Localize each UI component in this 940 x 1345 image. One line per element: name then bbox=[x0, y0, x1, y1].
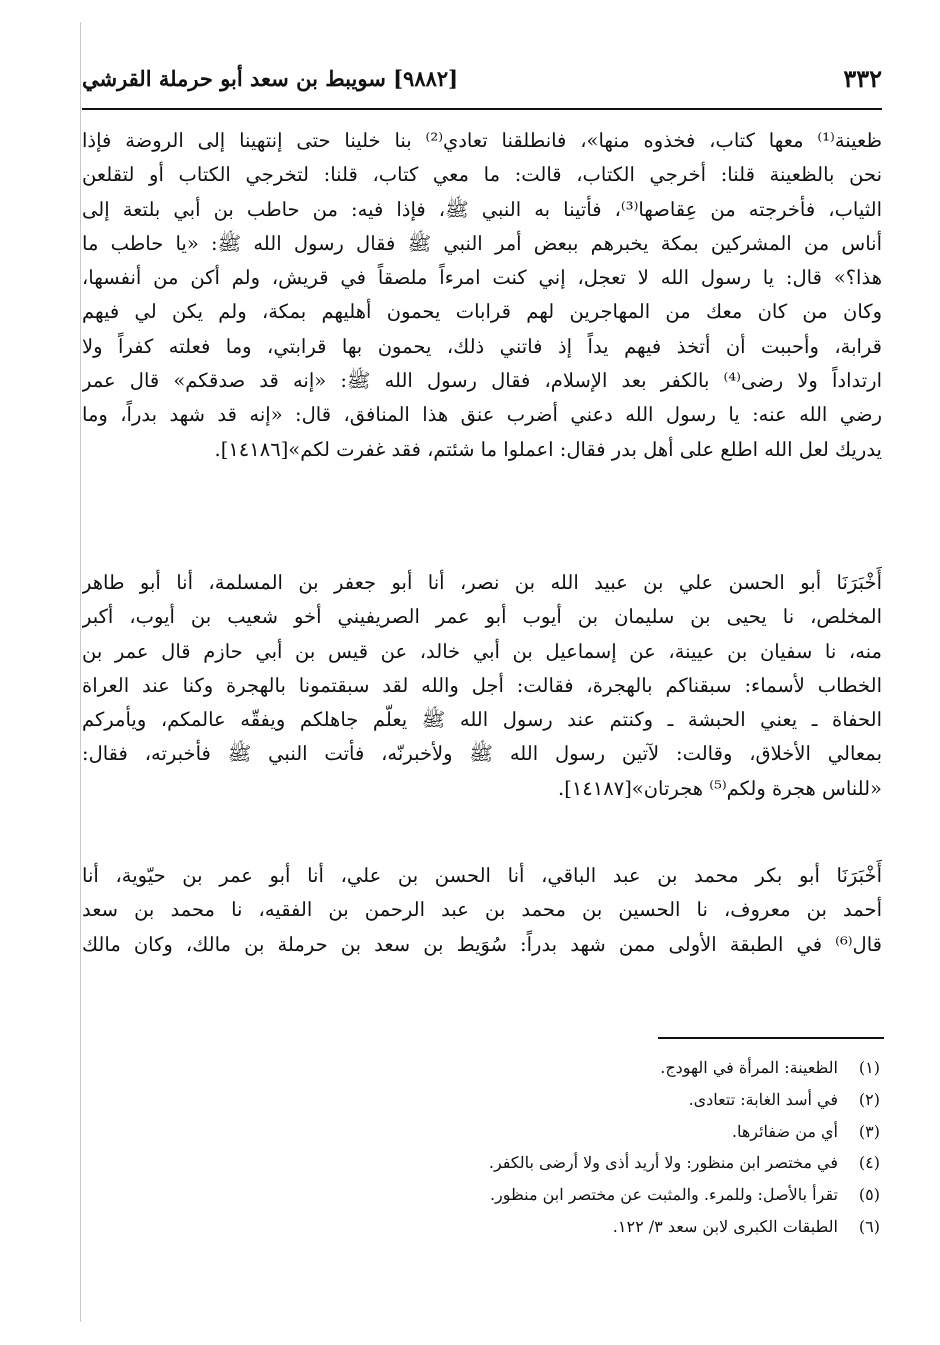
footnote bbox=[120, 1052, 880, 1084]
paragraph-hadith-hatib bbox=[82, 124, 882, 467]
footnote-text: الطبقات الكبرى لابن سعد ٣/ ١٢٢. bbox=[612, 1216, 838, 1236]
text-line: قرابة، وأحببت أن أتخذ فيهم يداً إذ فاتني ذلك، يحمون بها قرابتي، وما فعلته كفراً ولا bbox=[82, 334, 882, 358]
header-rule bbox=[82, 108, 882, 110]
text-line: يدريك لعل الله اطلع على أهل بدر فقال: اعملوا ما شئتم، فقد غفرت لكم»[١٤١٨٦]. bbox=[214, 437, 882, 461]
footnote bbox=[120, 1179, 880, 1211]
text-line: منه، نا سفيان بن عيينة، عن إسماعيل بن أبي خالد، عن قيس بن أبي حازم قال عمر بن bbox=[82, 639, 882, 663]
footnote-separator bbox=[658, 1037, 884, 1039]
paragraph-isnad-ibn-saad bbox=[82, 859, 882, 962]
text-line: هذا؟» قال: يا رسول الله لا تعجل، إني كنت امرءاً ملصقاً في قريش، ولم أكن من أنفسها، bbox=[82, 266, 882, 290]
text-line: وكان من كان معك من المهاجرين لهم قرابات يحمون أهليهم بمكة، ولم يكن لي فيهم bbox=[82, 300, 882, 324]
text-line: قال⁽⁶⁾ في الطبقة الأولى ممن شهد بدراً: سُوَيط بن سعد بن حرملة بن مالك، وكان مالك bbox=[82, 932, 882, 956]
footnote-number: (٣) bbox=[858, 1121, 880, 1141]
footnote-text: أي من ضفائرها. bbox=[731, 1121, 838, 1141]
text-line: المخلص، نا يحيى بن سليمان بن أيوب أبو عمر الصريفيني أخو شعيب بن أيوب، أكبر bbox=[82, 605, 882, 629]
binding-edge-line bbox=[80, 22, 81, 1322]
text-line: نحن بالظعينة قلنا: أخرجي الكتاب، قالت: ما معي كتاب، قلنا: لتخرجي الكتاب أو لتقلعن bbox=[82, 163, 882, 187]
text-line: بمعالي الأخلاق، وقالت: لآتين رسول الله ﷺ ولأخبرنّه، فأتت النبي ﷺ فأخبرته، فقال: bbox=[82, 742, 882, 766]
text-line: أناس من المشركين بمكة يخبرهم ببعض أمر النبي ﷺ فقال رسول الله ﷺ: «يا حاطب ما bbox=[82, 231, 882, 255]
footnote-number: (٢) bbox=[858, 1089, 880, 1109]
text-line: أَخْبَرَنَا أبو الحسن علي بن عبيد الله بن نصر، أنا أبو جعفر بن المسلمة، أنا أبو طاهر bbox=[82, 571, 882, 594]
running-title: [٩٨٨٢] سويبط بن سعد أبو حرملة القرشي bbox=[82, 66, 459, 91]
footnote bbox=[120, 1147, 880, 1179]
footnote-number: (٤) bbox=[858, 1153, 880, 1173]
text-line: ارتداداً ولا رضى⁽⁴⁾ بالكفر بعد الإسلام، فقال رسول الله ﷺ: «إنه قد صدقكم» قال عمر bbox=[82, 369, 882, 393]
text-line: «للناس هجرة ولكم⁽⁵⁾ هجرتان»[١٤١٨٧]. bbox=[558, 776, 882, 800]
footnote-text: في مختصر ابن منظور: ولا أريد أذى ولا أرضى بالكفر. bbox=[488, 1153, 838, 1173]
footnotes bbox=[120, 1052, 880, 1243]
footnote-text: تقرأ بالأصل: وللمرء. والمثبت عن مختصر ابن منظور. bbox=[489, 1185, 838, 1205]
page-number: ٣٣٢ bbox=[843, 64, 882, 93]
footnote bbox=[120, 1211, 880, 1243]
text-line: الخطاب لأسماء: سبقناكم بالهجرة، فقالت: أجل والله لقد سبقتمونا بالهجرة وكنا عند العراة bbox=[82, 673, 882, 697]
footnote bbox=[120, 1116, 880, 1148]
footnote-number: (١) bbox=[858, 1058, 880, 1077]
footnote-number: (٥) bbox=[858, 1185, 880, 1205]
text-line: رضي الله عنه: يا رسول الله دعني أضرب عنق هذا المنافق، قال: «إنه قد شهد بدراً، وما bbox=[82, 403, 882, 427]
footnote bbox=[120, 1084, 880, 1116]
text-line: ظعينة⁽¹⁾ معها كتاب، فخذوه منها»، فانطلقنا تعادي⁽²⁾ بنا خلينا حتى إنتهينا إلى الروضة فإذا bbox=[82, 129, 882, 152]
text-line: أحمد بن معروف، نا الحسين بن محمد بن عبد الرحمن بن الفقيه، نا محمد بن سعد bbox=[82, 898, 882, 922]
footnote-text: في أسد الغابة: تتعادى. bbox=[688, 1089, 838, 1109]
text-line: أَخْبَرَنَا أبو بكر محمد بن عبد الباقي، أنا الحسن بن علي، أنا أبو عمر بن حيّوية، أنا bbox=[82, 864, 882, 887]
paragraph-isnad-hijra bbox=[82, 566, 882, 806]
text-line: الحفاة ـ يعني الحبشة ـ وكنتم عند رسول الله ﷺ يعلّم جاهلكم ويفقّه عالمكم، ويأمركم bbox=[82, 708, 882, 732]
text-line: الثياب، فأخرجته من عِقاصها⁽³⁾، فأتينا به النبي ﷺ، فإذا فيه: من حاطب بن أبي بلتعة إلى bbox=[82, 197, 882, 221]
footnote-text: الظعينة: المرأة في الهودج. bbox=[660, 1058, 838, 1077]
footnote-number: (٦) bbox=[858, 1216, 880, 1236]
page-header bbox=[82, 64, 882, 104]
